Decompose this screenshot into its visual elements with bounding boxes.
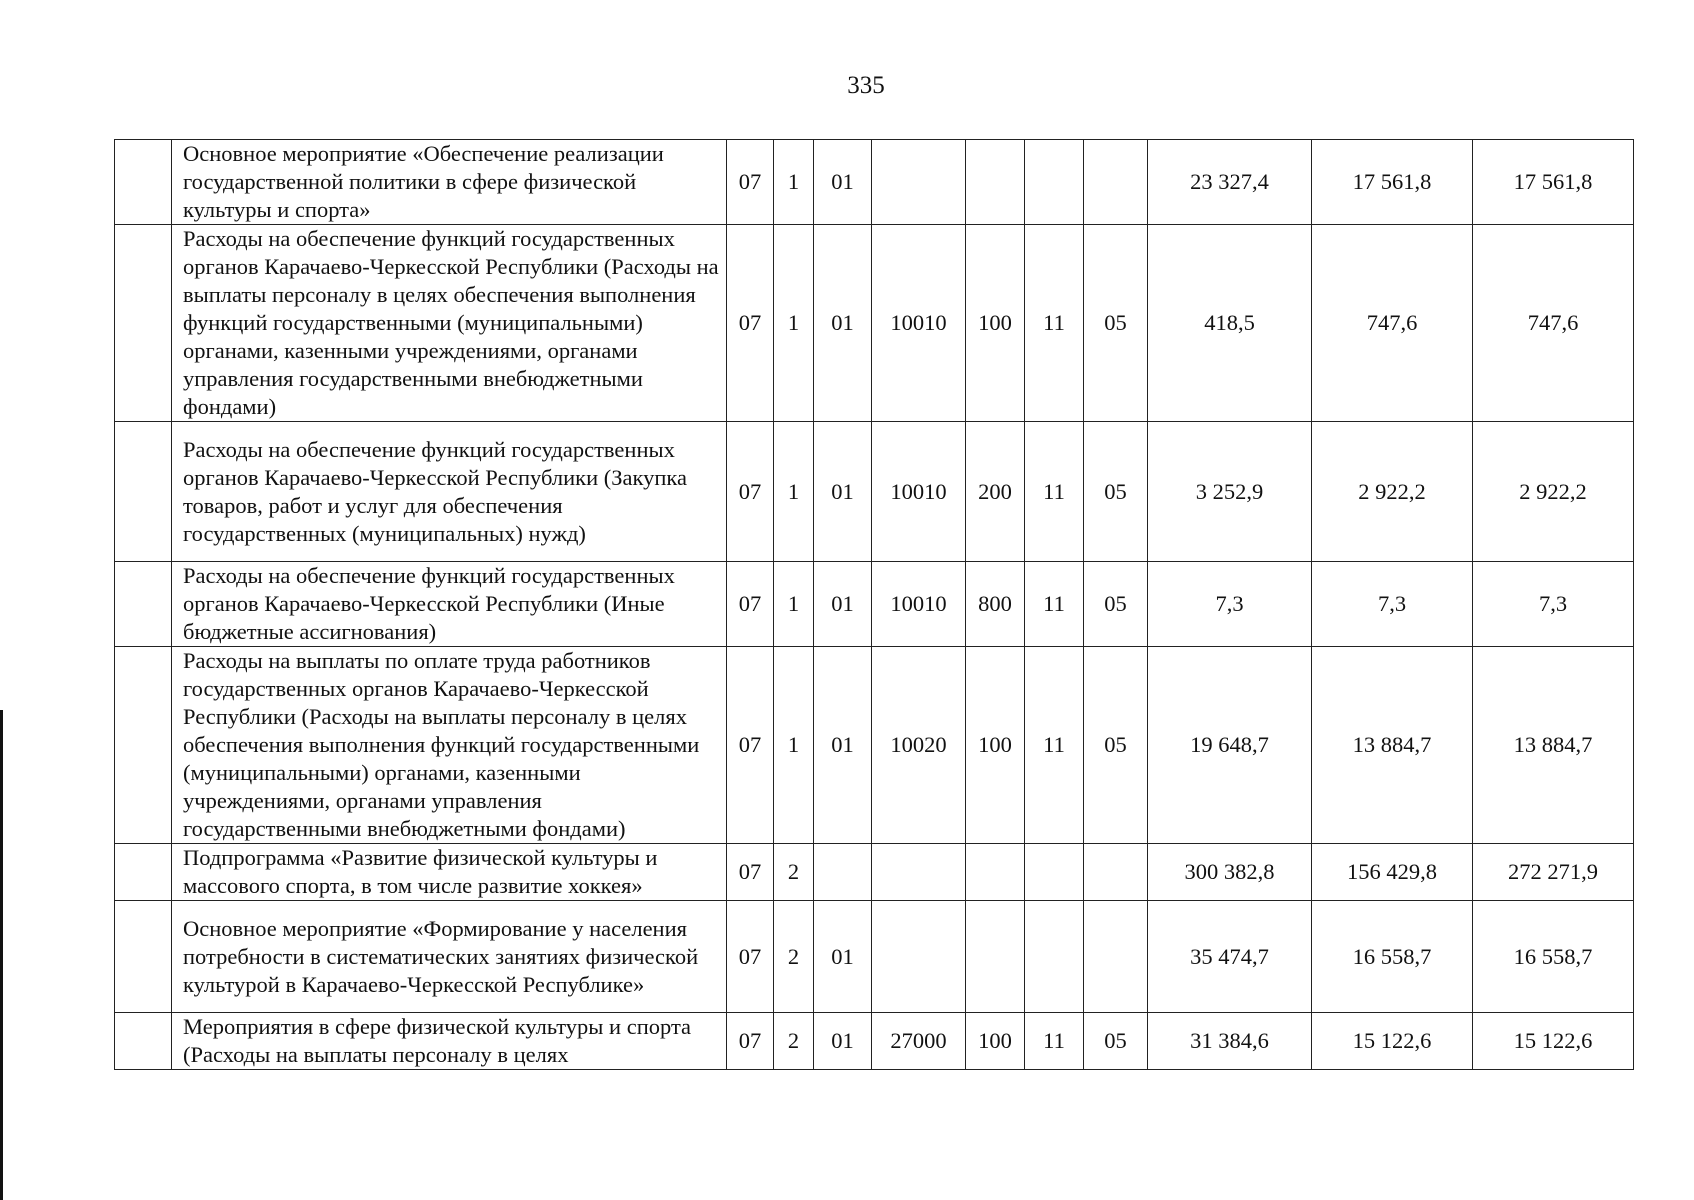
table-row	[115, 901, 1634, 1013]
table-row	[115, 225, 1634, 422]
code-activity: 01	[814, 225, 872, 422]
code-direction: 27000	[872, 1013, 966, 1070]
code-subprogram: 1	[774, 562, 814, 647]
scan-edge-line	[0, 710, 3, 1200]
code-subdivision: 05	[1084, 225, 1148, 422]
code-direction: 10020	[872, 647, 966, 844]
code-direction: 10010	[872, 225, 966, 422]
row-number-cell	[115, 901, 172, 1013]
table-row	[115, 562, 1634, 647]
code-activity	[814, 844, 872, 901]
row-description: Основное мероприятие «Обеспечение реализации государственной политики в сфере физической культуры и спорта»	[172, 140, 727, 225]
code-division	[1025, 844, 1084, 901]
code-subdivision	[1084, 140, 1148, 225]
row-number-cell	[115, 562, 172, 647]
row-number-cell	[115, 225, 172, 422]
code-subdivision: 05	[1084, 647, 1148, 844]
row-description: Мероприятия в сфере физической культуры и спорта (Расходы на выплаты персоналу в целях	[172, 1013, 727, 1070]
row-description: Расходы на выплаты по оплате труда работников государственных органов Карачаево-Черкесской Республики (Расходы на выплаты персоналу в целях обеспечения выполнения функций государственными (муниципальными) органами, казенными учреждениями, органами управления государственными внебюджетными фондами)	[172, 647, 727, 844]
code-subprogram: 1	[774, 225, 814, 422]
row-number-cell	[115, 1013, 172, 1070]
code-expense-type	[966, 140, 1025, 225]
code-expense-type: 100	[966, 225, 1025, 422]
amount-year-1: 31 384,6	[1148, 1013, 1312, 1070]
code-section: 07	[727, 225, 774, 422]
code-direction	[872, 901, 966, 1013]
code-expense-type: 100	[966, 647, 1025, 844]
code-subdivision	[1084, 844, 1148, 901]
table-row	[115, 422, 1634, 562]
code-subdivision	[1084, 901, 1148, 1013]
code-activity: 01	[814, 647, 872, 844]
code-direction	[872, 140, 966, 225]
code-section: 07	[727, 647, 774, 844]
code-direction	[872, 844, 966, 901]
amount-year-2: 13 884,7	[1312, 647, 1473, 844]
code-activity: 01	[814, 1013, 872, 1070]
code-activity: 01	[814, 901, 872, 1013]
code-activity: 01	[814, 562, 872, 647]
code-section: 07	[727, 422, 774, 562]
code-subprogram: 2	[774, 901, 814, 1013]
code-section: 07	[727, 1013, 774, 1070]
code-activity: 01	[814, 140, 872, 225]
amount-year-2: 17 561,8	[1312, 140, 1473, 225]
code-subprogram: 2	[774, 1013, 814, 1070]
code-subdivision: 05	[1084, 422, 1148, 562]
amount-year-3: 13 884,7	[1473, 647, 1634, 844]
row-description: Расходы на обеспечение функций государственных органов Карачаево-Черкесской Республики (Расходы на выплаты персоналу в целях обеспечения выполнения функций государственными (муниципальными) органами, казенными учреждениями, органами управления государственными внебюджетными фондами)	[172, 225, 727, 422]
code-subprogram: 1	[774, 140, 814, 225]
code-expense-type: 800	[966, 562, 1025, 647]
code-division: 11	[1025, 562, 1084, 647]
amount-year-2: 156 429,8	[1312, 844, 1473, 901]
code-direction: 10010	[872, 562, 966, 647]
table-row	[115, 647, 1634, 844]
amount-year-3: 2 922,2	[1473, 422, 1634, 562]
code-subprogram: 1	[774, 647, 814, 844]
code-division: 11	[1025, 1013, 1084, 1070]
amount-year-1: 3 252,9	[1148, 422, 1312, 562]
table-row	[115, 1013, 1634, 1070]
code-direction: 10010	[872, 422, 966, 562]
code-expense-type: 200	[966, 422, 1025, 562]
amount-year-1: 418,5	[1148, 225, 1312, 422]
amount-year-3: 7,3	[1473, 562, 1634, 647]
amount-year-2: 15 122,6	[1312, 1013, 1473, 1070]
code-expense-type	[966, 844, 1025, 901]
code-expense-type: 100	[966, 1013, 1025, 1070]
page-number: 335	[847, 72, 885, 99]
amount-year-3: 16 558,7	[1473, 901, 1634, 1013]
amount-year-3: 747,6	[1473, 225, 1634, 422]
amount-year-1: 7,3	[1148, 562, 1312, 647]
budget-table	[114, 139, 1634, 1070]
row-description: Подпрограмма «Развитие физической культуры и массового спорта, в том числе развитие хоккея»	[172, 844, 727, 901]
code-section: 07	[727, 562, 774, 647]
code-section: 07	[727, 140, 774, 225]
code-subdivision: 05	[1084, 562, 1148, 647]
row-description: Основное мероприятие «Формирование у населения потребности в систематических занятиях физической культурой в Карачаево-Черкесской Республике»	[172, 901, 727, 1013]
amount-year-1: 23 327,4	[1148, 140, 1312, 225]
table-row	[115, 140, 1634, 225]
code-subprogram: 1	[774, 422, 814, 562]
table-row	[115, 844, 1634, 901]
row-number-cell	[115, 647, 172, 844]
code-section: 07	[727, 844, 774, 901]
amount-year-3: 17 561,8	[1473, 140, 1634, 225]
code-division	[1025, 140, 1084, 225]
code-activity: 01	[814, 422, 872, 562]
amount-year-1: 35 474,7	[1148, 901, 1312, 1013]
amount-year-2: 7,3	[1312, 562, 1473, 647]
amount-year-2: 2 922,2	[1312, 422, 1473, 562]
code-expense-type	[966, 901, 1025, 1013]
code-section: 07	[727, 901, 774, 1013]
code-division: 11	[1025, 647, 1084, 844]
code-subprogram: 2	[774, 844, 814, 901]
amount-year-3: 15 122,6	[1473, 1013, 1634, 1070]
row-description: Расходы на обеспечение функций государственных органов Карачаево-Черкесской Республики (Закупка товаров, работ и услуг для обеспечения государственных (муниципальных) нужд)	[172, 422, 727, 562]
row-description: Расходы на обеспечение функций государственных органов Карачаево-Черкесской Республики (Иные бюджетные ассигнования)	[172, 562, 727, 647]
row-number-cell	[115, 844, 172, 901]
row-number-cell	[115, 140, 172, 225]
amount-year-3: 272 271,9	[1473, 844, 1634, 901]
code-subdivision: 05	[1084, 1013, 1148, 1070]
amount-year-1: 19 648,7	[1148, 647, 1312, 844]
code-division: 11	[1025, 422, 1084, 562]
row-number-cell	[115, 422, 172, 562]
code-division: 11	[1025, 225, 1084, 422]
code-division	[1025, 901, 1084, 1013]
amount-year-2: 747,6	[1312, 225, 1473, 422]
amount-year-1: 300 382,8	[1148, 844, 1312, 901]
amount-year-2: 16 558,7	[1312, 901, 1473, 1013]
